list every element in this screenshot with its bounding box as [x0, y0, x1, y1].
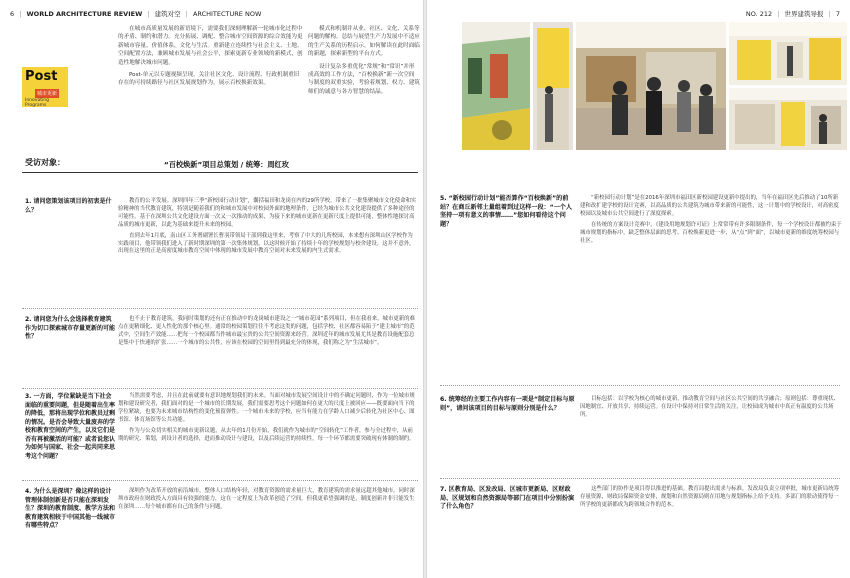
- intro-column-1: [118, 25, 304, 92]
- exhibition-photo: [462, 22, 530, 150]
- exhibition-photo: [729, 88, 847, 150]
- interviewee-label: 受访对象：: [25, 158, 65, 167]
- question-7: 7. 区教育局、区发改局、区城市更新局、区财政局、区规划和自然资源局等部门在项目中分别扮演了什么角色？: [440, 486, 575, 511]
- answer-paragraph: 目标包括：以学校为核心的城市更新，推动教育空间与社区公共空间的共享融合；原则包括：尊重现状、因地制宜、开放共享、持续运营。在设计中保持对日常生活的关注，让校园成为城市中真正有温度的公共场所。: [580, 396, 839, 418]
- right-page-number: 7: [835, 10, 840, 18]
- answer-paragraph: 教育的公平发展。深圳四年三季“新校园行动计划”，囊括福田和龙岗在内的29所学校，带来了一批集聚城市文化使命和实验精神的当代教育建筑，特别是随着我们的和城市发展中对校园外面的地理条件，已经为城市公共文化建设提供了多种途径的可能性。基于在深圳公共文化建设方面一次又一次推动的成果，为接下来的城市更新在更新尺度上提供可能，整体性地探讨高品质的城市更新，以此为基础来提升未来的校园。: [118, 198, 417, 228]
- divider: [22, 388, 418, 389]
- answer-paragraph: 这些部门的协作是项目得以推进的基础。教育局提出需求与标准，发改局负责立项审批，城市更新局统筹存量资源，财政局保障资金安排，规划和自然资源局则在用地与规划指标上给予支持。多部门的联动使得每一所学校的更新都成为跨领域合作的范本。: [580, 486, 839, 508]
- answer-paragraph: 也不止于教育建筑，我同时策划的还有正在推动中的龙岗城市建设之一“城市花园”系列项目，但在我看来，城市更新的难点在更精细化、更人性化的那个核心里。通常的校园策划往往不考虑这类的问题，包括学校、社区都容易陷于“建主城市”的范式中，空间生产效能……把每一个校园都当作城市最宝贵的公共空间资源来经营。深圳近年的城市发展尤其是教育设施配套总是集中于快速的扩张……一个城市的公共性，应该在校园的空间里得到最充分的体现，我们称之为“生活城市”。: [118, 316, 415, 346]
- right-running-header: NO. 212 | 世界建筑导报 | 7: [745, 10, 840, 18]
- left-page-number: 6: [10, 10, 15, 18]
- question-2: 2. 请问您为什么会选择教育建筑作为切口探索城市存量更新的可能性？: [25, 316, 116, 340]
- answer-3: [118, 393, 418, 446]
- question-1: 1. 请问您策划该项目的初衷是什么？: [25, 198, 112, 214]
- question-3: 3. 一方面，学位紧缺是当下社会面临的重要问题，但是随着出生率的降低，那将出现学位和教员过剩的情况。是否会导致大量废弃的学校和教育空间的产生，以及它们是否有再被激活的可能？或者说您认为如何与国家、社会一起共同来思考这个问题？: [25, 393, 116, 460]
- answer-5: [580, 195, 842, 248]
- intro-paragraph: 在城市高质量发展的新语境下，需要我们深刻理解新一轮城市化过程中的矛盾、制约和潜力。充分拓展、调配、整合城市空间资源的综合效能为更新城市容量、价值体系，文化与生活。重新建立连续性与社会主义、土地、空间配置方法，兼顾城市发展与社会公平，探索更新专业领域的新模式，创造性地解决城市问题。: [118, 26, 303, 66]
- answer-paragraph: 当然需要考虑，并且在此前就要有意识地规划我们的未来。当面对城市发展空间设计中的不确定问题时，作为一位城市规划和建设研究者，我们面对的是一个城市的长期发展，我们需要思考这个问题如何在更大的尺度上被回应——既要面向当下的学位紧缺，也要为未来城市结构性的变化预留弹性。一个城市未来的学校，应当有能力在学龄人口减少后转化为社区中心、图书馆、体育场馆等公共功能。: [118, 393, 415, 423]
- exhibition-photo: [729, 22, 847, 85]
- right-page: [427, 0, 850, 578]
- brand-cn: 建筑对空: [154, 10, 181, 18]
- post-logo-sub: Innovating Programs: [25, 98, 49, 108]
- answer-4: [118, 488, 418, 515]
- intro-paragraph: 模式和机制并从业、社区、文化、关系等问题的解构。总结与展望生产力发展中不适应的生产关系的历程启示，如何解读在此时面临的新题，探索新型的平台方式。: [308, 26, 420, 58]
- section-rule: [22, 172, 418, 173]
- exhibition-photo: [533, 22, 573, 150]
- answer-7: [580, 486, 842, 513]
- post-logo-word: Post: [25, 69, 58, 84]
- intro-column-2: [308, 25, 420, 100]
- divider: [22, 308, 418, 309]
- section-name: ARCHITECTURE NOW: [192, 10, 262, 18]
- answer-paragraph: 深圳作为改革开放的前沿城市，整体人口结构年轻，对教育资源的需求量巨大，教育建筑的需求量远超其他城市。同时深圳市政府在财政投入方面具有较强的能力，这在一定程度上为改革创造了空间。但我更希望强调的是，制度创新并非只能发生在深圳……每个城市都有自己的条件与问题。: [118, 488, 415, 510]
- intro-paragraph: Post-单元以专题视频呈现，关注社区文化、设计流程、行政机制重旧存在的可持续路径与社区发展规划作为，展示百校换新效果。: [118, 72, 300, 87]
- answer-paragraph: 直到去年1月底，南山区工务署副署长曹羽带领局干部到我这里来，考察了中大的几所校园，本来想有深圳山区学校作为实践项目，他带领我们进入了新时期深圳的第一次集体规划，以这时候开始了持续十年的学校规划与校舍建设。这并不意外，出现在这里的正是高密度城市教育空间中体现的城市发展中教育空间对未来发展的内生式需求。: [118, 232, 415, 255]
- exhibition-photos: [462, 22, 847, 150]
- divider: [440, 478, 840, 479]
- answer-6: [580, 396, 842, 423]
- answer-2: [118, 316, 418, 351]
- answer-paragraph: 在传统的方案设计竞赛中，《建设用地规划许可证》上常常带有许多限制条件，每一个学校设计都被约束于城市规划的指标中，缺乏整体层面的思考。百校焕新更进一步，从“点”到“面”，以城市更新的维度统筹校园与社区。: [580, 221, 842, 244]
- answer-1: [118, 198, 418, 259]
- exhibition-photo: [576, 22, 726, 150]
- brand-name: WORLD ARCHITECTURE REVIEW: [26, 10, 143, 18]
- divider: [22, 480, 418, 481]
- question-5: 5. “新校园行动计划”能否算作“百校焕新”的前站？在商丘新邻土量组着到过这样一段：“一个人坚持一项有意义的事情……”您如何看待这个问题？: [440, 195, 572, 228]
- question-4: 4. 为什么是深圳？像这样的设计管理体制创新是否只能在深圳发生？深圳的教育制度、教学方法和教育建筑相较于中国其他一线城市有哪些特点？: [25, 488, 116, 529]
- magazine-cn: 世界建筑导报: [784, 10, 824, 18]
- answer-paragraph: 作为与公众切实相关的城市更新议题，从去年的1月份开始，我们就作为城市的“空间转化”工作者，参与全过程中，从前期的研究、策划，到设计者的选择，进而推动设计与建设，以及后续运营的持续性，每一个环节都需要突破现有体制的制约。: [118, 427, 415, 442]
- left-running-header: 6 | WORLD ARCHITECTURE REVIEW | 建筑对空 | ARCHITECTURE NOW: [10, 10, 262, 18]
- left-page: [0, 0, 423, 578]
- divider: [440, 385, 840, 386]
- issue-number: NO. 212: [745, 10, 773, 18]
- interview-title: “百校焕新”项目总策划 / 统筹：周红玫: [164, 160, 289, 169]
- question-6: 6. 统筹经的主要工作内容有一项是“制定目标与原则”，请问该项目的目标与原则分别是什么？: [440, 396, 575, 412]
- intro-paragraph: 设计复杂多重优化“常规”和“常识”并形成高效的工作方法，“百校换新”新一次空间与制度的双重实验，考验着规划、权力、建筑师们的诚意与各方智慧的结晶。: [308, 63, 420, 95]
- post-logo-tag: 城市更新: [37, 91, 58, 97]
- answer-paragraph: “新校园行动计划”是在2016年深圳市福田区新校园建设更新中提出的，当年在福田区先后推动了10所新建和改扩建学校的设计竞赛，以高品质的公共建筑为城市带来新的可能性，这一计划中的学校设计，对高密度校园以及城市公共空间进行了深度探索。: [580, 195, 839, 217]
- post-logo: [22, 67, 68, 107]
